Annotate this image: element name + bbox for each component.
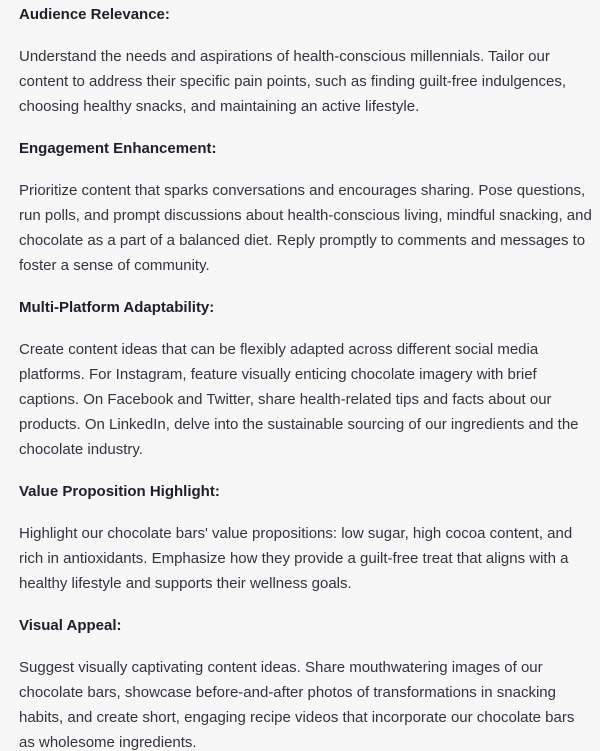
section-heading-visual-appeal: Visual Appeal:	[19, 617, 122, 634]
section-body-value-proposition: Highlight our chocolate bars' value propositions: low sugar, high cocoa content, and rich in antioxidants. Emphasize how they provide a guilt-free treat that aligns with a healthy lifestyle and supports their wellness goals.	[19, 525, 573, 592]
section-body-visual-appeal: Suggest visually captivating content ideas. Share mouthwatering images of our chocolate bars, showcase before-and-after photos of transformations in snacking habits, and create short, engaging recipe videos that incorporate our chocolate bars as wholesome ingredients.	[19, 659, 575, 751]
section-body-multi-platform-adaptability: Create content ideas that can be flexibly adapted across different social media platforms. For Instagram, feature visually enticing chocolate imagery with brief captions. On Facebook and Twitter, share health-related tips and facts about our products. On LinkedIn, delve into the sustainable sourcing of our ingredients and the chocolate industry.	[19, 341, 579, 458]
section-heading-engagement-enhancement: Engagement Enhancement:	[19, 140, 217, 157]
section-body-engagement-enhancement: Prioritize content that sparks conversations and encourages sharing. Pose questions, run polls, and prompt discussions about health-conscious living, mindful snacking, and chocolate as a part of a balanced diet. Reply promptly to comments and messages to foster a sense of community.	[19, 182, 592, 274]
section-heading-multi-platform-adaptability: Multi-Platform Adaptability:	[19, 299, 215, 316]
section-heading-audience-relevance: Audience Relevance:	[19, 6, 170, 23]
section-body-audience-relevance: Understand the needs and aspirations of health-conscious millennials. Tailor our content to address their specific pain points, such as finding guilt-free indulgences, choosing healthy snacks, and maintaining an active lifestyle.	[19, 48, 566, 115]
section-heading-value-proposition: Value Proposition Highlight:	[19, 483, 220, 500]
